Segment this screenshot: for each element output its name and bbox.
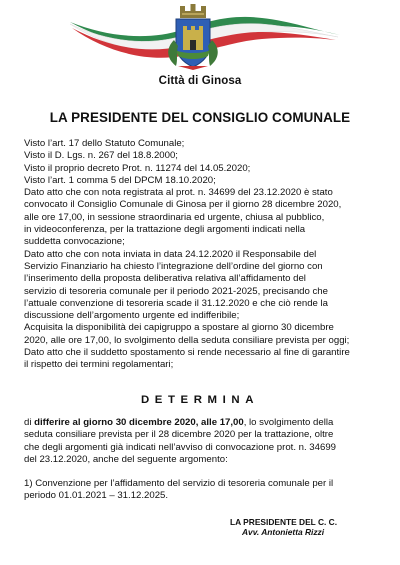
decree-prefix: di (24, 417, 35, 428)
agenda-item-line: 1) Convenzione per l’affidamento del servizio di tesoreria comunale per il (24, 478, 334, 490)
premise-line: convocato il Consiglio Comunale di Ginosa per il giorno 28 dicembre 2020, (24, 199, 342, 211)
premise-line: discussione dell’argomento urgente ed indifferibile; (24, 310, 240, 322)
premise-line: Dato atto che il suddetto spostamento si rende necessario al fine di garantire (24, 347, 350, 359)
spacer (24, 466, 374, 478)
premise-line: Visto il D. Lgs. n. 267 del 18.8.2000; (24, 150, 178, 162)
premise-line: Dato atto che con nota registrata al prot. n. 34699 del 23.12.2020 è stato (24, 187, 333, 199)
premise-line: l’inserimento della proposta deliberativa relativa all’affidamento del (24, 273, 306, 285)
decree-line: seduta consiliare prevista per il 28 dicembre 2020 per la trattazione, oltre (24, 429, 334, 441)
decree (24, 417, 374, 503)
decree-rest: , lo svolgimento della (243, 417, 334, 428)
premise-line: 2020, alle ore 17,00, lo svolgimento della seduta consiliare prevista per oggi; (24, 334, 350, 346)
premise-line: l’attuale convenzione di tesoreria scade il 31.12.2020 e che ciò rende la (24, 297, 329, 309)
premise-line: suddetta convocazione; (24, 236, 125, 248)
premise-line: Visto il proprio decreto Prot. n. 11274 del 14.05.2020; (24, 162, 251, 174)
decree-bold: differire al giorno 30 dicembre 2020, alle 17,00 (34, 417, 244, 428)
premise-line: Servizio Finanziario ha chiesto l’integrazione dell’ordine del giorno con (24, 260, 323, 272)
premise-line: Visto l’art. 17 dello Statuto Comunale; (24, 138, 185, 149)
crest-crown-icon (180, 4, 206, 18)
city-name: Città di Ginosa (158, 75, 242, 87)
letterhead (0, 0, 400, 96)
decree-line: del 23.12.2020, anche del seguente argomento: (24, 453, 228, 465)
decree-line: che degli argomenti già indicati nell’avviso di convocazione prot. n. 34699 (24, 441, 336, 453)
premise-line: servizio di tesoreria comunale per il periodo 2021-2025, precisando che (24, 285, 328, 297)
determina-heading: DETERMINA (140, 394, 260, 406)
document-title: LA PRESIDENTE DEL CONSIGLIO COMUNALE (49, 110, 351, 125)
signature-role: LA PRESIDENTE DEL C. C. (230, 517, 338, 527)
premise-line: il rispetto dei termini regolamentari; (24, 359, 174, 371)
premise-line: in videoconferenza, per la trattazione degli argomenti indicati nella (24, 224, 306, 236)
premise-line: Dato atto che con nota inviata in data 24.12.2020 il Responsabile del (24, 248, 317, 260)
agenda-item-line: periodo 01.01.2021 – 31.12.2025. (24, 490, 169, 502)
decree-line (24, 417, 374, 429)
premise-line: Acquisita la disponibilità dei capigruppo a spostare al giorno 30 dicembre (24, 322, 334, 334)
crest-shield-icon (176, 19, 210, 67)
signature-name: Avv. Antonietta Rizzi (242, 527, 325, 538)
signature-block (218, 517, 378, 538)
premise-line: alle ore 17,00, in sessione straordinaria ed urgente, chiusa al pubblico, (24, 211, 325, 223)
premises (24, 138, 374, 372)
premise-line: Visto l’art. 1 comma 5 del DPCM 18.10.2020; (24, 174, 216, 186)
